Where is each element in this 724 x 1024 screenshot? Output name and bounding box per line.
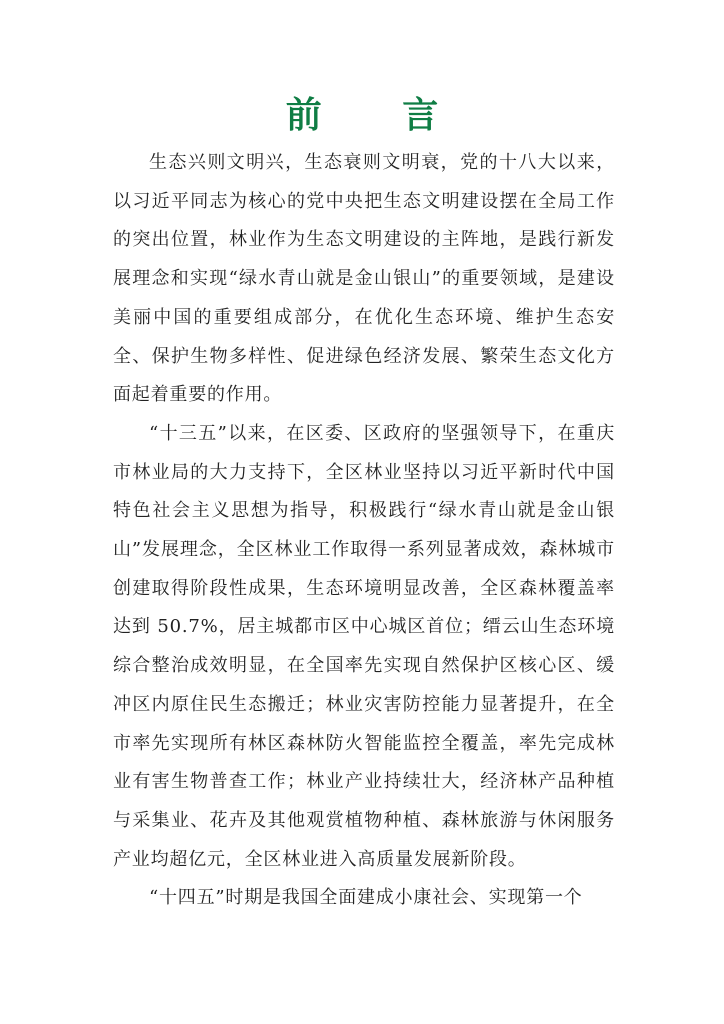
paragraph-1: 生态兴则文明兴，生态衰则文明衰，党的十八大以来，以习近平同志为核心的党中央把生态文明建设摆在全局工作的突出位置，林业作为生态文明建设的主阵地，是践行新发展理念和实现“绿水青山就是金山银山”的重要领域，是建设美丽中国的重要组成部分，在优化生态环境、维护生态安全、保护生物多样性、促进绿色经济发展、繁荣生态文化方面起着重要的作用。: [113, 152, 615, 406]
page-title: 前 言: [285, 95, 473, 136]
paragraph-2: “十三五”以来，在区委、区政府的坚强领导下，在重庆市林业局的大力支持下，全区林业坚持以习近平新时代中国特色社会主义思想为指导，积极践行“绿水青山就是金山银山”发展理念，全区林业工作取得一系列显著成效，森林城市创建取得阶段性成果，生态环境明显改善，全区森林覆盖率达到 50.7%，居主城都市区中心城区首位；缙云山生态环境综合整治成效明显，在全国率先实现自然保护区核心区、缓冲区内原住民生态搬迁；林业灾害防控能力显著提升，在全市率先实现所有林区森林防火智能监控全覆盖，率先完成林业有害生物普查工作；林业产业持续壮大，经济林产品种植与采集业、花卉及其他观赏植物种植、森林旅游与休闲服务产业均超亿元，全区林业进入高质量发展新阶段。: [113, 422, 615, 870]
body-text: [113, 144, 615, 918]
paragraph-3: “十四五”时期是我国全面建成小康社会、实现第一个: [149, 887, 583, 909]
